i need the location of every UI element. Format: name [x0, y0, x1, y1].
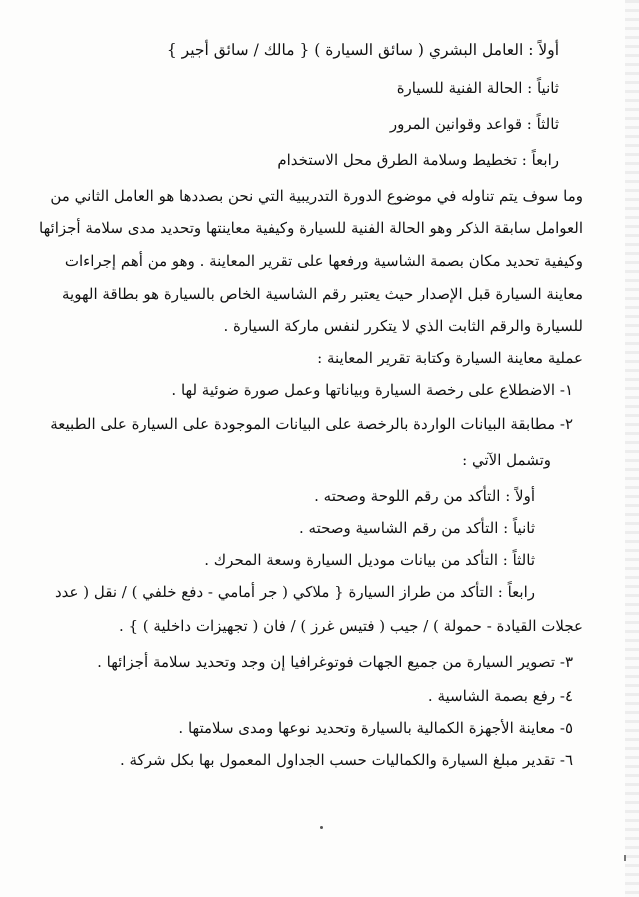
step-5: ٥- معاينة الأجهزة الكمالية بالسيارة وتحديد نوعها ومدى سلامتها . — [178, 719, 573, 737]
factor-1-line: أولاً : العامل البشري ( سائق السيارة ) { مالك / سائق أجير } — [166, 41, 559, 59]
page-mark — [320, 826, 323, 829]
scan-edge — [625, 0, 639, 897]
check-2: ثانياً : التأكد من رقم الشاسية وصحته . — [299, 519, 535, 537]
factor-3-line: ثالثاً : قواعد وقوانين المرور — [389, 115, 559, 133]
margin-mark — [624, 855, 626, 861]
paragraph-line-3: وكيفية تحديد مكان بصمة الشاسية ورفعها على تقرير المعاينة . وهو من أهم إجراءات — [64, 252, 583, 270]
step-1: ١- الاضطلاع على رخصة السيارة وبياناتها وعمل صورة ضوئية لها . — [171, 381, 573, 399]
step-6: ٦- تقدير مبلغ السيارة والكماليات حسب الجداول المعمول بها بكل شركة . — [119, 751, 573, 769]
paragraph-line-2: العوامل سابقة الذكر وهو الحالة الفنية للسيارة وكيفية معاينتها وتحديد مدى سلامة أجزائها — [39, 219, 583, 237]
step-2: ٢- مطابقة البيانات الواردة بالرخصة على البيانات الموجودة على السيارة على الطبيعة — [50, 415, 573, 433]
paragraph-line-4: معاينة السيارة قبل الإصدار حيث يعتبر رقم الشاسية الخاص بالسيارة هو بطاقة الهوية — [62, 285, 583, 303]
step-4: ٤- رفع بصمة الشاسية . — [427, 687, 573, 705]
check-3: ثالثاً : التأكد من بيانات موديل السيارة وسعة المحرك . — [204, 551, 535, 569]
paragraph-line-1: وما سوف يتم تناوله في موضوع الدورة التدريبية التي نحن بصددها هو العامل الثاني من — [50, 187, 583, 205]
step-2-includes: وتشمل الآتي : — [462, 451, 551, 469]
step-3: ٣- تصوير السيارة من جميع الجهات فوتوغرافيا إن وجد وتحديد سلامة أجزائها . — [97, 653, 573, 671]
check-1: أولاً : التأكد من رقم اللوحة وصحته . — [314, 487, 535, 505]
factor-4-line: رابعاً : تخطيط وسلامة الطرق محل الاستخدام — [277, 151, 559, 169]
check-4: رابعاً : التأكد من طراز السيارة { ملاكي ( جر أمامي - دفع خلفي ) / نقل ( عدد — [54, 583, 535, 601]
factor-2-line: ثانياً : الحالة الفنية للسيارة — [396, 79, 559, 97]
paragraph-line-5: للسيارة والرقم الثابت الذي لا يتكرر لنفس ماركة السيارة . — [223, 317, 583, 335]
check-4-continued: عجلات القيادة - حمولة ) / جيب ( فتيس غرز ) / فان ( تجهيزات داخلية ) } . — [118, 617, 583, 635]
section-heading: عملية معاينة السيارة وكتابة تقرير المعاينة : — [317, 349, 583, 367]
